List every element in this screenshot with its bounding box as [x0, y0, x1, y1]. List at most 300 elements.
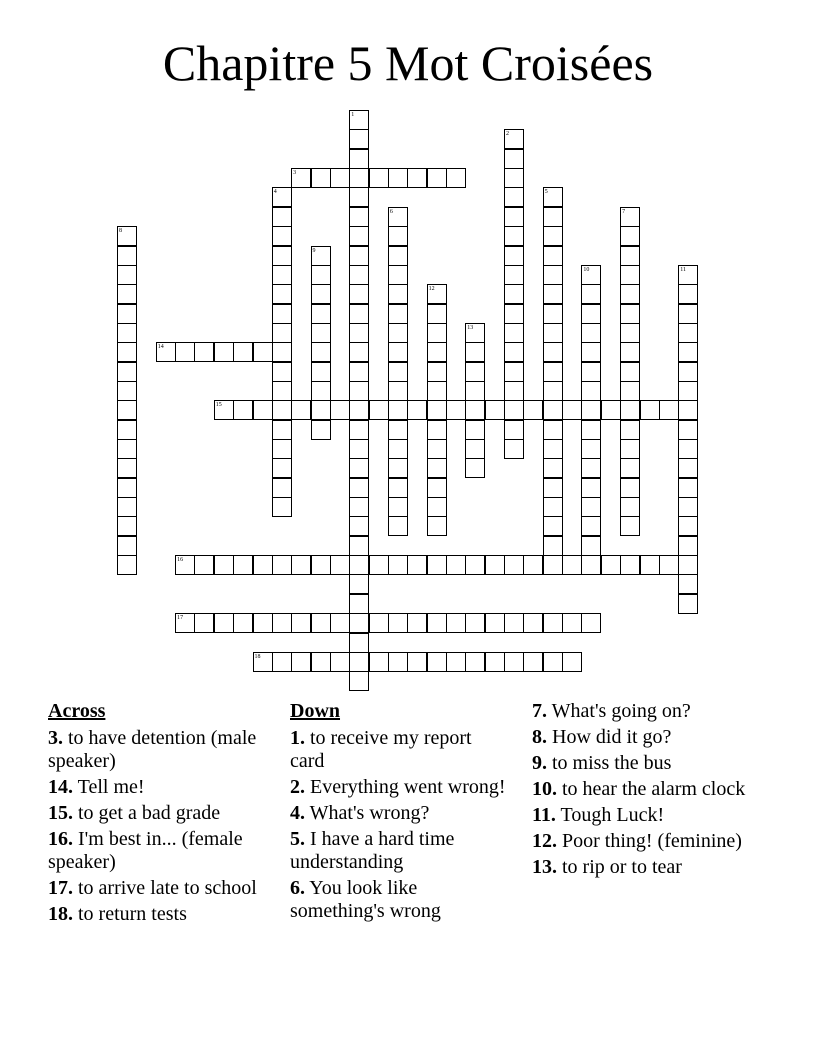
grid-cell[interactable]: [388, 439, 408, 459]
grid-cell[interactable]: [504, 381, 524, 401]
grid-cell[interactable]: [504, 187, 524, 207]
grid-cell[interactable]: [272, 246, 292, 266]
grid-cell[interactable]: [272, 226, 292, 246]
grid-cell[interactable]: [523, 613, 543, 633]
grid-cell[interactable]: [523, 652, 543, 672]
grid-cell[interactable]: [465, 400, 485, 420]
grid-cell[interactable]: [427, 168, 447, 188]
grid-cell[interactable]: [369, 613, 389, 633]
grid-cell[interactable]: [678, 362, 698, 382]
grid-cell[interactable]: [427, 497, 447, 517]
grid-cell[interactable]: [427, 458, 447, 478]
grid-cell[interactable]: [543, 226, 563, 246]
grid-cell[interactable]: [253, 613, 273, 633]
grid-cell[interactable]: [543, 536, 563, 556]
grid-cell[interactable]: [446, 168, 466, 188]
grid-cell[interactable]: [349, 439, 369, 459]
grid-cell[interactable]: [214, 342, 234, 362]
grid-cell[interactable]: [543, 420, 563, 440]
grid-cell[interactable]: [369, 168, 389, 188]
grid-cell[interactable]: [465, 613, 485, 633]
grid-cell[interactable]: [678, 458, 698, 478]
grid-cell[interactable]: [485, 652, 505, 672]
grid-cell[interactable]: [117, 265, 137, 285]
grid-cell[interactable]: [311, 304, 331, 324]
grid-cell[interactable]: [581, 362, 601, 382]
grid-cell[interactable]: [330, 652, 350, 672]
grid-cell[interactable]: [543, 187, 563, 207]
grid-cell[interactable]: [388, 420, 408, 440]
grid-cell[interactable]: [272, 439, 292, 459]
grid-cell[interactable]: [194, 555, 214, 575]
grid-cell[interactable]: [117, 478, 137, 498]
across-clues: [48, 700, 268, 929]
grid-cell[interactable]: [543, 342, 563, 362]
grid-cell[interactable]: [504, 362, 524, 382]
grid-cell[interactable]: [388, 304, 408, 324]
grid-cell[interactable]: [562, 400, 582, 420]
grid-cell[interactable]: [388, 342, 408, 362]
grid-cell[interactable]: [678, 555, 698, 575]
grid-cell[interactable]: [272, 304, 292, 324]
grid-cell[interactable]: [581, 400, 601, 420]
grid-cell[interactable]: [543, 458, 563, 478]
grid-cell[interactable]: [504, 168, 524, 188]
grid-cell[interactable]: [349, 168, 369, 188]
grid-cell[interactable]: [349, 226, 369, 246]
grid-cell[interactable]: [253, 555, 273, 575]
grid-cell[interactable]: [620, 207, 640, 227]
grid-cell[interactable]: [620, 246, 640, 266]
grid-cell[interactable]: [620, 265, 640, 285]
grid-cell[interactable]: [311, 420, 331, 440]
grid-cell[interactable]: [311, 362, 331, 382]
grid-cell[interactable]: [562, 652, 582, 672]
grid-cell[interactable]: [311, 323, 331, 343]
grid-cell[interactable]: [620, 516, 640, 536]
grid-cell[interactable]: [272, 478, 292, 498]
grid-cell[interactable]: [465, 342, 485, 362]
grid-cell[interactable]: [581, 458, 601, 478]
grid-cell[interactable]: [504, 652, 524, 672]
grid-cell[interactable]: [581, 536, 601, 556]
clue-number-label: 7: [622, 208, 626, 215]
grid-cell[interactable]: [214, 400, 234, 420]
grid-cell[interactable]: [504, 129, 524, 149]
grid-cell[interactable]: [678, 400, 698, 420]
grid-cell[interactable]: [640, 400, 660, 420]
grid-cell[interactable]: [427, 652, 447, 672]
grid-cell[interactable]: [543, 516, 563, 536]
grid-cell[interactable]: [253, 400, 273, 420]
grid-cell[interactable]: [349, 497, 369, 517]
grid-cell[interactable]: [407, 400, 427, 420]
grid-cell[interactable]: [311, 555, 331, 575]
grid-cell[interactable]: [233, 342, 253, 362]
grid-cell[interactable]: [349, 613, 369, 633]
grid-cell[interactable]: [349, 304, 369, 324]
grid-cell[interactable]: [465, 362, 485, 382]
grid-cell[interactable]: [349, 671, 369, 691]
grid-cell[interactable]: [349, 555, 369, 575]
grid-cell[interactable]: [504, 613, 524, 633]
grid-cell[interactable]: [291, 168, 311, 188]
clue-text: to return tests: [73, 903, 187, 925]
grid-cell[interactable]: [620, 497, 640, 517]
grid-cell[interactable]: [117, 458, 137, 478]
grid-cell[interactable]: [194, 613, 214, 633]
grid-cell[interactable]: [427, 478, 447, 498]
grid-cell[interactable]: [388, 362, 408, 382]
grid-cell[interactable]: [543, 652, 563, 672]
grid-cell[interactable]: [543, 400, 563, 420]
grid-cell[interactable]: [620, 323, 640, 343]
grid-cell[interactable]: [620, 458, 640, 478]
grid-cell[interactable]: [291, 613, 311, 633]
grid-cell[interactable]: [272, 652, 292, 672]
grid-cell[interactable]: [272, 323, 292, 343]
grid-cell[interactable]: [465, 555, 485, 575]
grid-cell[interactable]: [253, 342, 273, 362]
grid-cell[interactable]: [427, 342, 447, 362]
grid-cell[interactable]: [678, 536, 698, 556]
grid-cell[interactable]: [272, 613, 292, 633]
grid-cell[interactable]: [543, 265, 563, 285]
grid-cell[interactable]: [233, 613, 253, 633]
grid-cell[interactable]: [117, 381, 137, 401]
grid-cell[interactable]: [427, 439, 447, 459]
grid-cell[interactable]: [659, 555, 679, 575]
grid-cell[interactable]: [349, 362, 369, 382]
grid-cell[interactable]: [272, 420, 292, 440]
grid-cell[interactable]: [330, 613, 350, 633]
grid-cell[interactable]: [117, 304, 137, 324]
grid-cell[interactable]: [620, 304, 640, 324]
grid-cell[interactable]: [388, 323, 408, 343]
grid-cell[interactable]: [388, 497, 408, 517]
grid-cell[interactable]: [581, 265, 601, 285]
grid-cell[interactable]: [349, 284, 369, 304]
grid-cell[interactable]: [678, 516, 698, 536]
grid-cell[interactable]: [581, 497, 601, 517]
grid-cell[interactable]: [620, 478, 640, 498]
grid-cell[interactable]: [117, 362, 137, 382]
grid-cell[interactable]: [214, 613, 234, 633]
grid-cell[interactable]: [388, 226, 408, 246]
grid-cell[interactable]: [678, 574, 698, 594]
grid-cell[interactable]: [349, 342, 369, 362]
grid-cell[interactable]: [291, 555, 311, 575]
grid-cell[interactable]: [504, 555, 524, 575]
grid-cell[interactable]: [427, 613, 447, 633]
grid-cell[interactable]: [311, 265, 331, 285]
grid-cell[interactable]: [543, 613, 563, 633]
grid-cell[interactable]: [581, 516, 601, 536]
grid-cell[interactable]: [214, 555, 234, 575]
grid-cell[interactable]: [311, 652, 331, 672]
grid-cell[interactable]: [678, 304, 698, 324]
grid-cell[interactable]: [156, 342, 176, 362]
grid-cell[interactable]: [620, 362, 640, 382]
grid-cell[interactable]: [117, 323, 137, 343]
down-clue-6: [290, 877, 510, 923]
grid-cell[interactable]: [291, 400, 311, 420]
grid-cell[interactable]: [233, 555, 253, 575]
grid-cell[interactable]: [388, 458, 408, 478]
grid-cell[interactable]: [543, 478, 563, 498]
grid-cell[interactable]: [465, 458, 485, 478]
grid-cell[interactable]: [427, 284, 447, 304]
grid-cell[interactable]: [388, 613, 408, 633]
grid-cell[interactable]: [311, 381, 331, 401]
grid-cell[interactable]: [272, 381, 292, 401]
grid-cell[interactable]: [465, 323, 485, 343]
grid-cell[interactable]: [678, 381, 698, 401]
grid-cell[interactable]: [581, 420, 601, 440]
clue-number-label: 18: [254, 653, 261, 660]
grid-cell[interactable]: [485, 555, 505, 575]
grid-cell[interactable]: [678, 265, 698, 285]
grid-cell[interactable]: [407, 555, 427, 575]
grid-cell[interactable]: [388, 381, 408, 401]
grid-cell[interactable]: [117, 342, 137, 362]
clue-text: Poor thing! (feminine): [557, 830, 742, 852]
grid-cell[interactable]: [427, 420, 447, 440]
grid-cell[interactable]: [581, 304, 601, 324]
grid-cell[interactable]: [523, 400, 543, 420]
grid-cell[interactable]: [349, 633, 369, 653]
grid-cell[interactable]: [349, 149, 369, 169]
grid-cell[interactable]: [311, 284, 331, 304]
grid-cell[interactable]: [349, 265, 369, 285]
grid-cell[interactable]: [427, 555, 447, 575]
grid-cell[interactable]: [117, 516, 137, 536]
grid-cell[interactable]: [446, 400, 466, 420]
grid-cell[interactable]: [349, 187, 369, 207]
grid-cell[interactable]: [272, 400, 292, 420]
grid-cell[interactable]: [427, 400, 447, 420]
grid-cell[interactable]: [311, 400, 331, 420]
grid-cell[interactable]: [427, 362, 447, 382]
grid-cell[interactable]: [543, 284, 563, 304]
grid-cell[interactable]: [504, 420, 524, 440]
grid-cell[interactable]: [117, 284, 137, 304]
grid-cell[interactable]: [272, 207, 292, 227]
grid-cell[interactable]: [543, 381, 563, 401]
grid-cell[interactable]: [349, 652, 369, 672]
grid-cell[interactable]: [349, 129, 369, 149]
grid-cell[interactable]: [485, 613, 505, 633]
grid-cell[interactable]: [272, 555, 292, 575]
grid-cell[interactable]: [311, 613, 331, 633]
grid-cell[interactable]: [620, 284, 640, 304]
grid-cell[interactable]: [311, 168, 331, 188]
grid-cell[interactable]: [349, 246, 369, 266]
grid-cell[interactable]: [620, 439, 640, 459]
grid-cell[interactable]: [446, 555, 466, 575]
grid-cell[interactable]: [407, 652, 427, 672]
grid-cell[interactable]: [253, 652, 273, 672]
grid-cell[interactable]: [272, 187, 292, 207]
grid-cell[interactable]: [330, 400, 350, 420]
grid-cell[interactable]: [581, 342, 601, 362]
grid-cell[interactable]: [543, 246, 563, 266]
grid-cell[interactable]: [117, 497, 137, 517]
grid-cell[interactable]: [175, 613, 195, 633]
grid-cell[interactable]: [291, 652, 311, 672]
grid-cell[interactable]: [465, 439, 485, 459]
grid-cell[interactable]: [601, 555, 621, 575]
grid-cell[interactable]: [272, 497, 292, 517]
grid-cell[interactable]: [581, 284, 601, 304]
grid-cell[interactable]: [311, 342, 331, 362]
grid-cell[interactable]: [272, 265, 292, 285]
grid-cell[interactable]: [543, 555, 563, 575]
grid-cell[interactable]: [272, 284, 292, 304]
grid-cell[interactable]: [465, 381, 485, 401]
grid-cell[interactable]: [388, 284, 408, 304]
grid-cell[interactable]: [543, 439, 563, 459]
grid-cell[interactable]: [581, 323, 601, 343]
grid-cell[interactable]: [349, 207, 369, 227]
grid-cell[interactable]: [678, 420, 698, 440]
grid-cell[interactable]: [504, 226, 524, 246]
grid-cell[interactable]: [388, 265, 408, 285]
grid-cell[interactable]: [504, 265, 524, 285]
grid-cell[interactable]: [562, 613, 582, 633]
grid-cell[interactable]: [349, 323, 369, 343]
grid-cell[interactable]: [369, 400, 389, 420]
grid-cell[interactable]: [117, 555, 137, 575]
grid-cell[interactable]: [678, 342, 698, 362]
grid-cell[interactable]: [640, 555, 660, 575]
down-header: Down: [290, 700, 341, 722]
grid-cell[interactable]: [349, 594, 369, 614]
grid-cell[interactable]: [388, 168, 408, 188]
grid-cell[interactable]: [678, 594, 698, 614]
grid-cell[interactable]: [388, 652, 408, 672]
grid-cell[interactable]: [349, 478, 369, 498]
grid-cell[interactable]: [620, 400, 640, 420]
grid-cell[interactable]: [330, 555, 350, 575]
grid-cell[interactable]: [427, 516, 447, 536]
grid-cell[interactable]: [581, 555, 601, 575]
grid-cell[interactable]: [601, 400, 621, 420]
grid-cell[interactable]: [581, 439, 601, 459]
grid-cell[interactable]: [349, 536, 369, 556]
grid-cell[interactable]: [543, 323, 563, 343]
grid-cell[interactable]: [523, 555, 543, 575]
grid-cell[interactable]: [388, 400, 408, 420]
grid-cell[interactable]: [543, 207, 563, 227]
grid-cell[interactable]: [117, 226, 137, 246]
across-clue-3: [48, 727, 268, 773]
grid-cell[interactable]: [427, 304, 447, 324]
grid-cell[interactable]: [543, 362, 563, 382]
grid-cell[interactable]: [678, 323, 698, 343]
grid-cell[interactable]: [388, 207, 408, 227]
grid-cell[interactable]: [678, 284, 698, 304]
grid-cell[interactable]: [581, 381, 601, 401]
grid-cell[interactable]: [678, 497, 698, 517]
grid-cell[interactable]: [349, 381, 369, 401]
grid-cell[interactable]: [620, 420, 640, 440]
grid-cell[interactable]: [233, 400, 253, 420]
grid-cell[interactable]: [465, 652, 485, 672]
clue-number-label: 4: [273, 189, 277, 196]
grid-cell[interactable]: [272, 362, 292, 382]
down-clue-13: [532, 856, 762, 879]
grid-cell[interactable]: [504, 207, 524, 227]
grid-cell[interactable]: [349, 458, 369, 478]
grid-cell[interactable]: [504, 246, 524, 266]
grid-cell[interactable]: [562, 555, 582, 575]
grid-cell[interactable]: [620, 226, 640, 246]
grid-cell[interactable]: [581, 613, 601, 633]
grid-cell[interactable]: [465, 420, 485, 440]
grid-cell[interactable]: [620, 555, 640, 575]
grid-cell[interactable]: [369, 555, 389, 575]
grid-cell[interactable]: [446, 613, 466, 633]
grid-cell[interactable]: [272, 342, 292, 362]
grid-cell[interactable]: [349, 400, 369, 420]
grid-cell[interactable]: [272, 458, 292, 478]
grid-cell[interactable]: [117, 420, 137, 440]
grid-cell[interactable]: [620, 381, 640, 401]
grid-cell[interactable]: [504, 149, 524, 169]
grid-cell[interactable]: [388, 516, 408, 536]
grid-cell[interactable]: [407, 613, 427, 633]
grid-cell[interactable]: [407, 168, 427, 188]
grid-cell[interactable]: [117, 536, 137, 556]
grid-cell[interactable]: [427, 381, 447, 401]
grid-cell[interactable]: [543, 304, 563, 324]
grid-cell[interactable]: [485, 400, 505, 420]
grid-cell[interactable]: [504, 284, 524, 304]
grid-cell[interactable]: [175, 555, 195, 575]
grid-cell[interactable]: [330, 168, 350, 188]
grid-cell[interactable]: [117, 246, 137, 266]
grid-cell[interactable]: [620, 342, 640, 362]
grid-cell[interactable]: [369, 652, 389, 672]
grid-cell[interactable]: [504, 400, 524, 420]
clue-number: 14.: [48, 776, 73, 798]
grid-cell[interactable]: [446, 652, 466, 672]
grid-cell[interactable]: [349, 110, 369, 130]
grid-cell[interactable]: [504, 323, 524, 343]
grid-cell[interactable]: [678, 439, 698, 459]
grid-cell[interactable]: [175, 342, 195, 362]
grid-cell[interactable]: [427, 323, 447, 343]
grid-cell[interactable]: [349, 420, 369, 440]
grid-cell[interactable]: [504, 439, 524, 459]
grid-cell[interactable]: [388, 478, 408, 498]
grid-cell[interactable]: [117, 439, 137, 459]
grid-cell[interactable]: [194, 342, 214, 362]
grid-cell[interactable]: [543, 497, 563, 517]
grid-cell[interactable]: [349, 574, 369, 594]
grid-cell[interactable]: [678, 478, 698, 498]
grid-cell[interactable]: [388, 246, 408, 266]
grid-cell[interactable]: [388, 555, 408, 575]
grid-cell[interactable]: [659, 400, 679, 420]
grid-cell[interactable]: [504, 304, 524, 324]
grid-cell[interactable]: [117, 400, 137, 420]
grid-cell[interactable]: [581, 478, 601, 498]
grid-cell[interactable]: [349, 516, 369, 536]
grid-cell[interactable]: [311, 246, 331, 266]
grid-cell[interactable]: [504, 342, 524, 362]
